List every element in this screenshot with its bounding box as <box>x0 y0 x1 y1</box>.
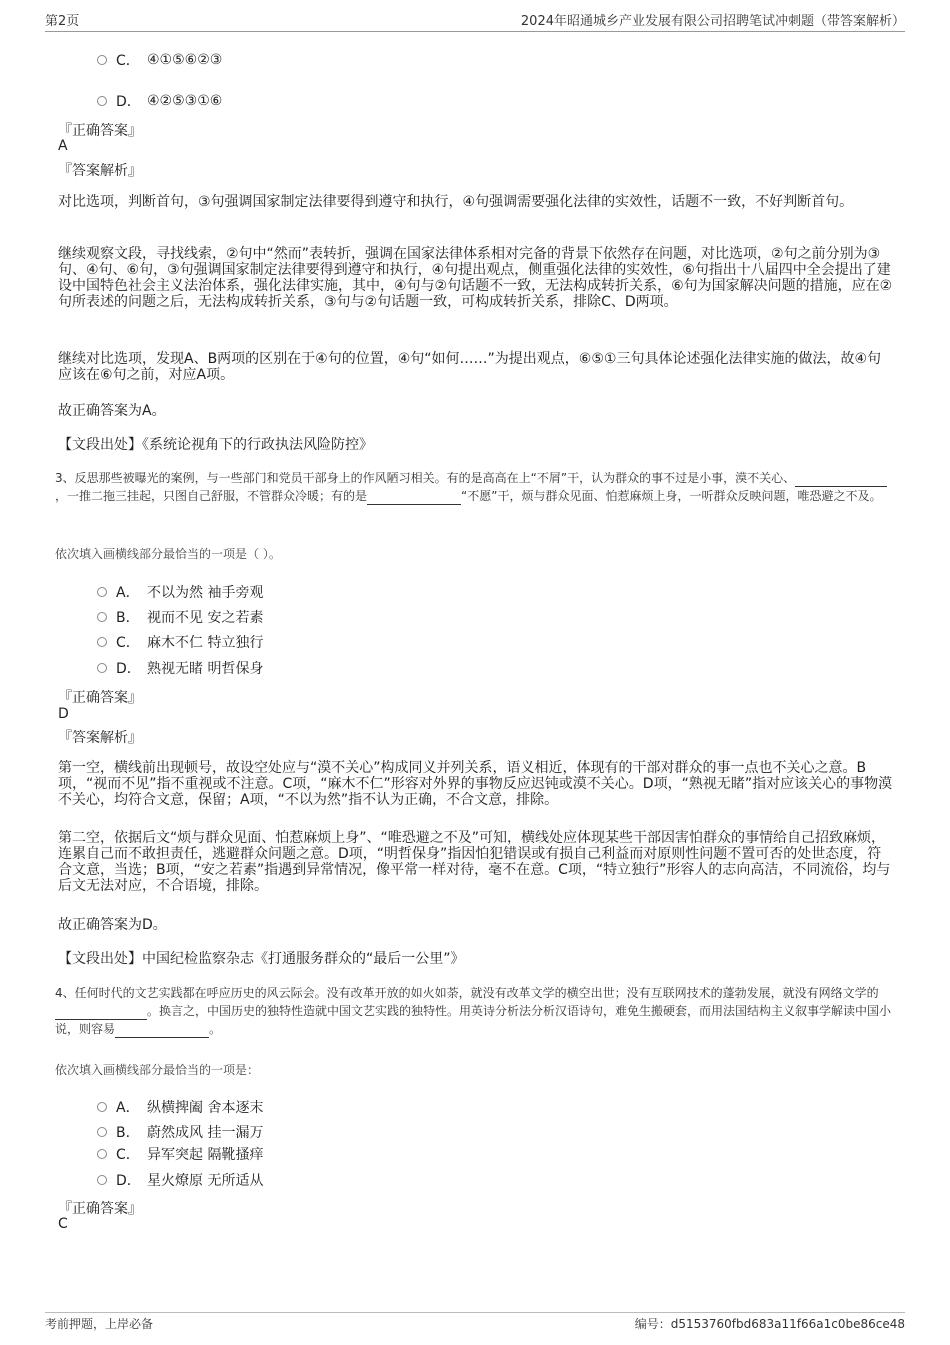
option-c[interactable] <box>97 1144 263 1164</box>
question-stem: 4、任何时代的文艺实践都在呼应历史的风云际会。没有改革开放的如火如荼，就没有改革文学的横空出世；没有互联网技术的蓬勃发展，就没有网络文学的。换言之，中国历史的独特性造就中国文艺实践的独特性。用英诗分析法分析汉语诗句，难免生搬硬套，而用法国结构主义叙事学解读中国小说，则容易 。 <box>55 986 892 1036</box>
footer-divider <box>45 1312 905 1313</box>
header-divider <box>45 31 905 32</box>
option-letter: B． <box>116 610 140 626</box>
option-text: ④②⑤③①⑥ <box>147 93 223 109</box>
analysis-conclusion: 故正确答案为A。 <box>58 403 166 419</box>
radio-icon[interactable] <box>97 1102 107 1112</box>
analysis-label: 『答案解析』 <box>58 163 142 179</box>
option-letter: D． <box>116 661 141 677</box>
option-text: 蔚然成风 挂一漏万 <box>147 1125 264 1141</box>
answer-value: D <box>58 706 69 722</box>
analysis-paragraph: 第一空，横线前出现顿号，故设空处应与“漠不关心”构成同义并列关系，语义相近，体现有的干部对群众的事一点也不关心之意。B项，“视而不见”指不重视或不注意。C项，“麻木不仁”形容对外界的事物反应迟钝或漠不关心。D项，“熟视无睹”指对应该关心的事物漠不关心，均符合文意，保留；A项，“不以为然”指不认为正确，不合文意，排除。 <box>58 760 893 808</box>
option-letter: A． <box>116 1100 140 1116</box>
analysis-paragraph: 第二空，依据后文“烦与群众见面、怕惹麻烦上身”、“唯恐避之不及”可知，横线处应体现某些干部因害怕群众的事情给自己招致麻烦，连累自己而不敢担责任，逃避群众问题之意。D项，“明哲保身”指因怕犯错误或有损自己利益而对原则性问题不置可否的处世态度，符合文意，当选；B项，“安之若素”指遇到异常情况，像平常一样对待，毫不在意。C项，“特立独行”形容人的志向高洁，不同流俗，均与后文无法对应，不合语境，排除。 <box>58 830 891 894</box>
option-text: 异军突起 隔靴搔痒 <box>147 1147 264 1163</box>
radio-icon[interactable] <box>97 1149 107 1159</box>
option-text: 不以为然 袖手旁观 <box>147 585 264 601</box>
radio-icon[interactable] <box>97 1175 107 1185</box>
radio-icon[interactable] <box>97 96 107 106</box>
option-letter: A． <box>116 585 140 601</box>
radio-icon[interactable] <box>97 1127 107 1137</box>
option-letter: C． <box>116 53 140 69</box>
radio-icon[interactable] <box>97 663 107 673</box>
analysis-paragraph: 继续对比选项，发现A、B两项的区别在于④句的位置，④句“如何……”为提出观点，⑥⑤①三句具体论述强化法律实施的做法，故④句应该在⑥句之前，对应A项。 <box>58 351 881 383</box>
option-a[interactable] <box>97 1097 263 1117</box>
document-code: 编号：d5153760fbd683a11f66a1c0be86ce48 <box>634 1317 905 1331</box>
footer-slogan: 考前押题，上岸必备 <box>45 1317 154 1331</box>
analysis-label: 『答案解析』 <box>58 730 142 746</box>
blank-line <box>795 472 887 487</box>
option-c[interactable] <box>97 50 222 70</box>
option-text: 纵横捭阖 舍本逐末 <box>147 1100 264 1116</box>
analysis-paragraph: 继续观察文段，寻找线索，②句中“然而”表转折，强调在国家法律体系相对完备的背景下依然存在问题，对比选项，②句之前分别为③句、④句、⑥句，③句强调国家制定法律要得到遵守和执行，④句提出观点，侧重强化法律的实效性，⑥句指出十八届四中全会提出了建设中国特色社会主义法治体系，强化法律实施，其中，④句与②句话题不一致，无法构成转折关系，⑥句为国家解决问题的措施，应在②句所表述的问题之后，无法构成转折关系，③句与②句话题一致，可构成转折关系，排除C、D两项。 <box>58 246 893 310</box>
option-b[interactable] <box>97 607 263 627</box>
analysis-conclusion: 故正确答案为D。 <box>58 917 167 933</box>
question-stem: 3、反思那些被曝光的案例，与一些部门和党员干部身上的作风陋习相关。有的是高高在上“不屑”干，认为群众的事不过是小事，漠不关心、，一推二拖三挂起，只图自己舒服，不管群众冷暖；有的是 “不愿”干，烦与群众见面、怕惹麻烦上身，一听群众反映问题，唯恐避之不及。 <box>55 469 895 505</box>
answer-value: C <box>58 1216 68 1232</box>
option-letter: C． <box>116 635 140 651</box>
question-instruction: 依次填入画横线部分最恰当的一项是（ ）。 <box>55 547 281 561</box>
radio-icon[interactable] <box>97 637 107 647</box>
option-text: 麻木不仁 特立独行 <box>147 635 264 651</box>
question-instruction: 依次填入画横线部分最恰当的一项是： <box>55 1063 260 1077</box>
radio-icon[interactable] <box>97 55 107 65</box>
radio-icon[interactable] <box>97 612 107 622</box>
radio-icon[interactable] <box>97 587 107 597</box>
answer-label: 『正确答案』 <box>58 690 142 706</box>
source-citation: 【文段出处】中国纪检监察杂志《打通服务群众的“最后一公里”》 <box>58 951 465 967</box>
document-title: 2024年昭通城乡产业发展有限公司招聘笔试冲刺题（带答案解析） <box>520 14 905 29</box>
option-d[interactable] <box>97 91 222 111</box>
option-c[interactable] <box>97 632 263 652</box>
option-a[interactable] <box>97 582 263 602</box>
option-letter: C． <box>116 1147 140 1163</box>
answer-value: A <box>58 138 68 154</box>
option-text: 星火燎原 无所适从 <box>147 1173 264 1189</box>
option-text: 熟视无睹 明哲保身 <box>147 661 264 677</box>
answer-label: 『正确答案』 <box>58 1201 142 1217</box>
answer-label: 『正确答案』 <box>58 123 142 139</box>
analysis-paragraph: 对比选项，判断首句，③句强调国家制定法律要得到遵守和执行，④句强调需要强化法律的实效性，话题不一致，不好判断首句。 <box>58 194 854 210</box>
source-citation: 【文段出处】《系统论视角下的行政执法风险防控》 <box>58 437 373 453</box>
option-letter: D． <box>116 1173 141 1189</box>
option-text: ④①⑤⑥②③ <box>147 52 223 68</box>
option-letter: D． <box>116 94 141 110</box>
blank-line <box>367 490 461 505</box>
option-text: 视而不见 安之若素 <box>147 610 264 626</box>
page-number: 第2页 <box>45 14 80 29</box>
option-d[interactable] <box>97 1170 263 1190</box>
option-letter: B． <box>116 1125 140 1141</box>
option-d[interactable] <box>97 658 263 678</box>
option-b[interactable] <box>97 1122 263 1142</box>
blank-line <box>115 1023 209 1038</box>
blank-line <box>55 1005 147 1020</box>
